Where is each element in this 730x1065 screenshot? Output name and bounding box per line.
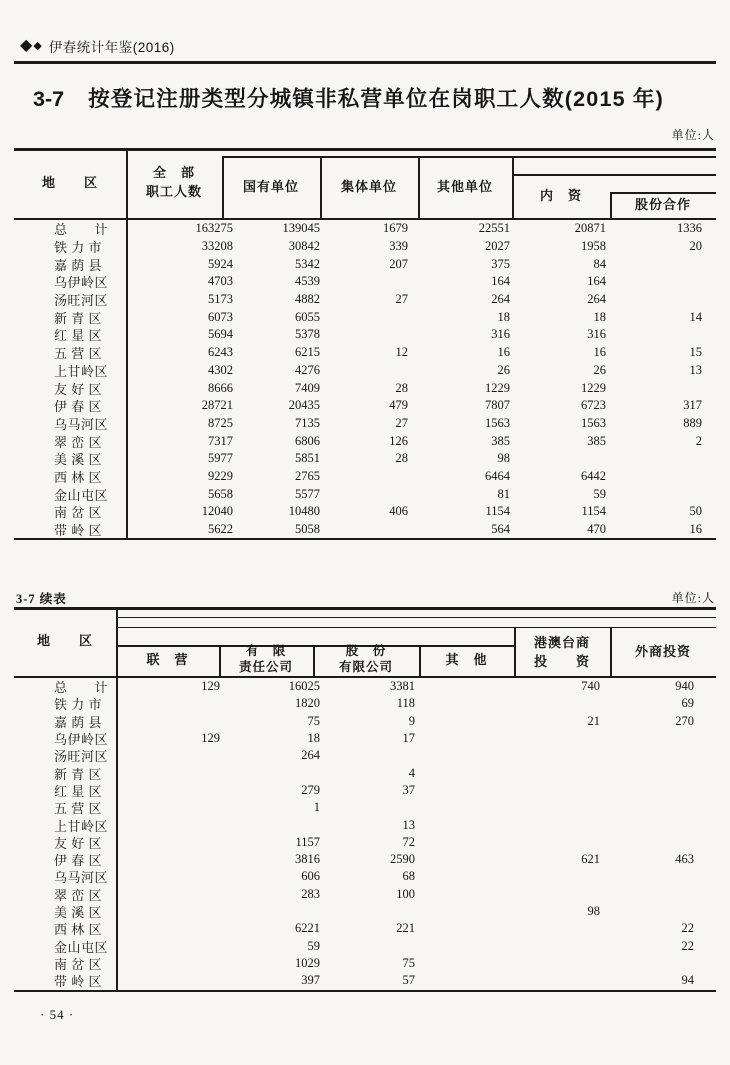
col-header-text: 有 限 <box>245 644 287 659</box>
table-row <box>14 220 716 238</box>
value-cell: 5694 <box>208 327 233 342</box>
region-label: 西 林 区 <box>54 922 103 938</box>
region-label: 友 好 区 <box>54 835 103 851</box>
value-cell: 1154 <box>485 504 510 519</box>
value-cell: 4302 <box>208 362 233 377</box>
value-cell: 5977 <box>208 451 233 466</box>
table-row <box>14 730 716 747</box>
region-label: 翠 峦 区 <box>54 434 103 450</box>
value-cell: 100 <box>396 886 415 901</box>
value-cell: 6055 <box>295 309 320 324</box>
table-row <box>14 713 716 730</box>
col-header-text: 有限公司 <box>338 660 393 674</box>
value-cell: 15 <box>689 345 702 360</box>
value-cell: 72 <box>402 834 415 849</box>
col-header-text: 内 资 <box>539 187 582 203</box>
value-cell: 5851 <box>295 451 320 466</box>
value-cell: 129 <box>201 731 220 746</box>
col-header-text: 责任公司 <box>238 660 293 674</box>
value-cell: 27 <box>395 292 408 307</box>
value-cell: 470 <box>587 522 606 537</box>
region-label: 带 岭 区 <box>54 523 103 539</box>
col-header-text: 地 区 <box>41 174 98 190</box>
region-label: 上甘岭区 <box>54 363 109 379</box>
value-cell: 94 <box>681 973 694 988</box>
table-row <box>14 868 716 885</box>
region-label: 红 星 区 <box>54 328 103 344</box>
unit-label: 单位:人 <box>671 591 715 605</box>
region-label: 带 岭 区 <box>54 974 103 990</box>
table-row <box>14 816 716 833</box>
value-cell: 283 <box>301 886 320 901</box>
region-label: 乌马河区 <box>54 870 109 886</box>
value-cell: 375 <box>491 256 510 271</box>
table-title-text: 按登记注册类型分城镇非私营单位在岗职工人数(2015 年) <box>88 87 664 111</box>
col-header-text: 地 区 <box>36 633 93 649</box>
value-cell: 4276 <box>295 362 320 377</box>
value-cell: 5577 <box>295 486 320 501</box>
value-cell: 740 <box>581 679 600 694</box>
value-cell: 5924 <box>208 256 233 271</box>
value-cell: 98 <box>587 904 600 918</box>
value-cell: 163275 <box>195 221 233 236</box>
value-cell: 8666 <box>208 380 233 395</box>
col-header-text: 联 营 <box>146 652 189 668</box>
value-cell: 75 <box>402 955 415 970</box>
value-cell: 4 <box>408 765 415 780</box>
table-2-body <box>14 678 716 989</box>
value-cell: 7807 <box>485 398 510 413</box>
value-cell: 4539 <box>295 274 320 289</box>
page-title <box>33 82 713 113</box>
value-cell: 3816 <box>295 852 320 867</box>
value-cell: 279 <box>301 782 320 797</box>
value-cell: 1154 <box>581 504 606 519</box>
value-cell: 1 <box>313 800 320 815</box>
value-cell: 889 <box>683 415 702 430</box>
region-label: 汤旺河区 <box>54 293 109 309</box>
value-cell: 316 <box>491 327 510 342</box>
value-cell: 22551 <box>478 221 510 236</box>
value-cell: 81 <box>497 486 510 501</box>
value-cell: 1679 <box>383 221 408 236</box>
region-label: 铁 力 市 <box>54 240 103 256</box>
table-row <box>14 432 716 450</box>
value-cell: 13 <box>402 817 415 832</box>
value-cell: 1029 <box>295 955 320 970</box>
value-cell: 621 <box>581 852 600 867</box>
value-cell: 5058 <box>295 522 320 537</box>
table-row <box>14 903 716 920</box>
region-label: 新 青 区 <box>54 766 103 782</box>
value-cell: 463 <box>675 852 694 867</box>
value-cell: 2 <box>695 433 702 448</box>
value-cell: 385 <box>587 433 606 448</box>
region-label: 南 岔 区 <box>54 956 103 972</box>
col-header-text: 集体单位 <box>340 178 397 194</box>
value-cell: 16 <box>593 345 606 360</box>
value-cell: 30842 <box>288 239 320 254</box>
table-row <box>14 362 716 380</box>
table-2 <box>14 607 716 992</box>
value-cell: 59 <box>593 486 606 501</box>
table-1-body <box>14 220 716 538</box>
value-cell: 6221 <box>295 921 320 936</box>
value-cell: 164 <box>587 274 606 289</box>
value-cell: 564 <box>491 522 510 537</box>
table-row <box>14 678 716 695</box>
value-cell: 2590 <box>390 852 415 867</box>
col-header-text: 国有单位 <box>242 178 299 194</box>
value-cell: 6442 <box>581 468 606 483</box>
value-cell: 1563 <box>581 415 606 430</box>
value-cell: 1229 <box>485 380 510 395</box>
value-cell: 1157 <box>295 834 320 849</box>
value-cell: 339 <box>389 239 408 254</box>
value-cell: 59 <box>307 938 320 953</box>
value-cell: 4882 <box>295 292 320 307</box>
value-cell: 9 <box>408 713 415 728</box>
value-cell: 4703 <box>208 274 233 289</box>
value-cell: 406 <box>389 504 408 519</box>
col-header-text: 投 资 <box>533 654 590 669</box>
value-cell: 26 <box>593 362 606 377</box>
value-cell: 37 <box>402 782 415 797</box>
region-label: 铁 力 市 <box>54 697 103 713</box>
value-cell: 1563 <box>485 415 510 430</box>
col-header-other-units <box>418 156 512 218</box>
value-cell: 5342 <box>295 256 320 271</box>
region-label: 美 溪 区 <box>54 905 103 921</box>
value-cell: 57 <box>402 973 415 988</box>
table-row <box>14 764 716 781</box>
region-label: 金山屯区 <box>54 939 109 955</box>
table-row <box>14 326 716 344</box>
value-cell: 16 <box>689 522 702 537</box>
value-cell: 7317 <box>208 433 233 448</box>
value-cell: 264 <box>587 292 606 307</box>
region-label: 南 岔 区 <box>54 505 103 521</box>
col-header-other <box>419 645 514 676</box>
value-cell: 129 <box>201 679 220 694</box>
col-header-region <box>14 607 116 676</box>
value-cell: 1958 <box>581 239 606 254</box>
value-cell: 316 <box>587 327 606 342</box>
value-cell: 5622 <box>208 522 233 537</box>
col-header-text: 职工人数 <box>145 184 202 199</box>
region-label: 乌伊岭区 <box>54 275 109 291</box>
value-cell: 75 <box>307 713 320 728</box>
value-cell: 18 <box>593 309 606 324</box>
value-cell: 17 <box>402 731 415 746</box>
running-head <box>20 36 175 56</box>
value-cell: 264 <box>301 748 320 763</box>
col-header-collective <box>320 156 418 218</box>
table-row <box>14 695 716 712</box>
value-cell: 27 <box>395 415 408 430</box>
value-cell: 18 <box>307 731 320 746</box>
table-row <box>14 273 716 291</box>
value-cell: 2765 <box>295 468 320 483</box>
value-cell: 26 <box>497 362 510 377</box>
col-header-text: 外商投资 <box>634 643 691 659</box>
region-label: 新 青 区 <box>54 310 103 326</box>
col-header-foreign <box>610 627 716 677</box>
value-cell: 21 <box>587 713 600 728</box>
value-cell: 28 <box>395 380 408 395</box>
value-cell: 13 <box>689 362 702 377</box>
value-cell: 7135 <box>295 415 320 430</box>
unit-label: 单位:人 <box>671 128 715 142</box>
value-cell: 6215 <box>295 345 320 360</box>
value-cell: 84 <box>593 256 606 271</box>
table-row <box>14 485 716 503</box>
value-cell: 7409 <box>295 380 320 395</box>
table-row <box>14 799 716 816</box>
table-row <box>14 238 716 256</box>
region-label: 五 营 区 <box>54 346 103 362</box>
value-cell: 2027 <box>485 239 510 254</box>
table-bottom-rule <box>14 990 716 993</box>
table-1 <box>14 148 716 540</box>
col-header-state-owned <box>222 156 320 218</box>
value-cell: 3381 <box>390 679 415 694</box>
col-header-share-coop <box>610 192 716 218</box>
value-cell: 20 <box>689 239 702 254</box>
continuation-label: 3-7 续表 <box>16 592 67 606</box>
value-cell: 221 <box>396 921 415 936</box>
value-cell: 69 <box>681 696 694 711</box>
region-label: 伊 春 区 <box>54 853 103 869</box>
value-cell: 50 <box>689 504 702 519</box>
value-cell: 1336 <box>677 221 702 236</box>
value-cell: 5658 <box>208 486 233 501</box>
col-header-text: 其他单位 <box>436 178 493 194</box>
value-cell: 10480 <box>288 504 320 519</box>
value-cell: 98 <box>497 451 510 466</box>
value-cell: 18 <box>497 309 510 324</box>
table-row <box>14 308 716 326</box>
value-cell: 606 <box>301 869 320 884</box>
region-label: 嘉 荫 县 <box>54 257 103 273</box>
value-cell: 5173 <box>208 292 233 307</box>
value-cell: 385 <box>491 433 510 448</box>
region-label: 红 星 区 <box>54 783 103 799</box>
table-row <box>14 747 716 764</box>
table-row <box>14 379 716 397</box>
diamond-icon: ◆ <box>20 37 33 54</box>
region-label: 乌伊岭区 <box>54 732 109 748</box>
table-number: 3-7 <box>33 87 65 111</box>
value-cell: 20435 <box>288 398 320 413</box>
value-cell: 126 <box>389 433 408 448</box>
table-row <box>14 972 716 989</box>
value-cell: 139045 <box>282 221 320 236</box>
value-cell: 12 <box>395 345 408 360</box>
value-cell: 207 <box>389 256 408 271</box>
value-cell: 28721 <box>201 398 233 413</box>
value-cell: 6806 <box>295 433 320 448</box>
value-cell: 68 <box>402 869 415 884</box>
table-row <box>14 886 716 903</box>
region-label: 翠 峦 区 <box>54 887 103 903</box>
col-header-region <box>14 148 126 218</box>
value-cell: 6464 <box>485 468 510 483</box>
value-cell: 9229 <box>208 468 233 483</box>
region-label: 美 溪 区 <box>54 452 103 468</box>
region-label: 上甘岭区 <box>54 818 109 834</box>
value-cell: 5378 <box>295 327 320 342</box>
region-label: 五 营 区 <box>54 801 103 817</box>
col-header-text: 港澳台商 <box>533 634 590 650</box>
value-cell: 397 <box>301 973 320 988</box>
table-row <box>14 255 716 273</box>
region-label: 乌马河区 <box>54 416 109 432</box>
table-row <box>14 521 716 539</box>
table-row <box>14 291 716 309</box>
region-label: 西 林 区 <box>54 469 103 485</box>
value-cell: 16025 <box>288 679 320 694</box>
value-cell: 6723 <box>581 398 606 413</box>
page-number: · 54 · <box>40 1007 75 1022</box>
table-row <box>14 937 716 954</box>
value-cell: 22 <box>681 921 694 936</box>
col-header-domestic <box>512 174 610 218</box>
col-header-llc <box>219 644 313 676</box>
header-rule <box>14 61 716 64</box>
col-header-text: 全 部 <box>152 165 195 181</box>
col-header-jsc <box>313 644 419 676</box>
table-row <box>14 834 716 851</box>
region-label: 总 计 <box>54 222 109 238</box>
col-header-hmt <box>514 627 610 677</box>
value-cell: 940 <box>675 679 694 694</box>
col-header-text: 股份合作 <box>634 196 691 212</box>
region-label: 嘉 荫 县 <box>54 714 103 730</box>
value-cell: 6243 <box>208 345 233 360</box>
value-cell: 28 <box>395 451 408 466</box>
value-cell: 264 <box>491 292 510 307</box>
value-cell: 12040 <box>201 504 233 519</box>
table-row <box>14 468 716 486</box>
region-label: 总 计 <box>54 680 109 696</box>
table-row <box>14 344 716 362</box>
col-header-joint <box>116 645 219 676</box>
value-cell: 118 <box>396 696 415 711</box>
header-group-rule <box>116 617 716 618</box>
table-row <box>14 415 716 433</box>
diamond-icon: ◆ <box>33 39 42 52</box>
table-row <box>14 397 716 415</box>
table-row <box>14 920 716 937</box>
region-label: 汤旺河区 <box>54 749 109 765</box>
value-cell: 14 <box>689 309 702 324</box>
value-cell: 270 <box>675 713 694 728</box>
value-cell: 1820 <box>295 696 320 711</box>
col-header-text: 股 份 <box>345 644 387 659</box>
yearbook-name: 伊春统计年鉴(2016) <box>48 40 175 55</box>
table-row <box>14 782 716 799</box>
table-row <box>14 955 716 972</box>
table-top-rule <box>14 607 716 610</box>
value-cell: 164 <box>491 274 510 289</box>
value-cell: 6073 <box>208 309 233 324</box>
table-row <box>14 503 716 521</box>
value-cell: 1229 <box>581 380 606 395</box>
value-cell: 16 <box>497 345 510 360</box>
value-cell: 20871 <box>574 221 606 236</box>
region-label: 伊 春 区 <box>54 399 103 415</box>
value-cell: 8725 <box>208 415 233 430</box>
region-label: 金山屯区 <box>54 487 109 503</box>
col-header-total <box>126 148 222 218</box>
col-header-text: 其 他 <box>445 652 488 668</box>
value-cell: 317 <box>683 398 702 413</box>
value-cell: 479 <box>389 398 408 413</box>
table-row <box>14 450 716 468</box>
value-cell: 33208 <box>201 239 233 254</box>
region-label: 友 好 区 <box>54 381 103 397</box>
table-row <box>14 851 716 868</box>
value-cell: 22 <box>681 938 694 953</box>
